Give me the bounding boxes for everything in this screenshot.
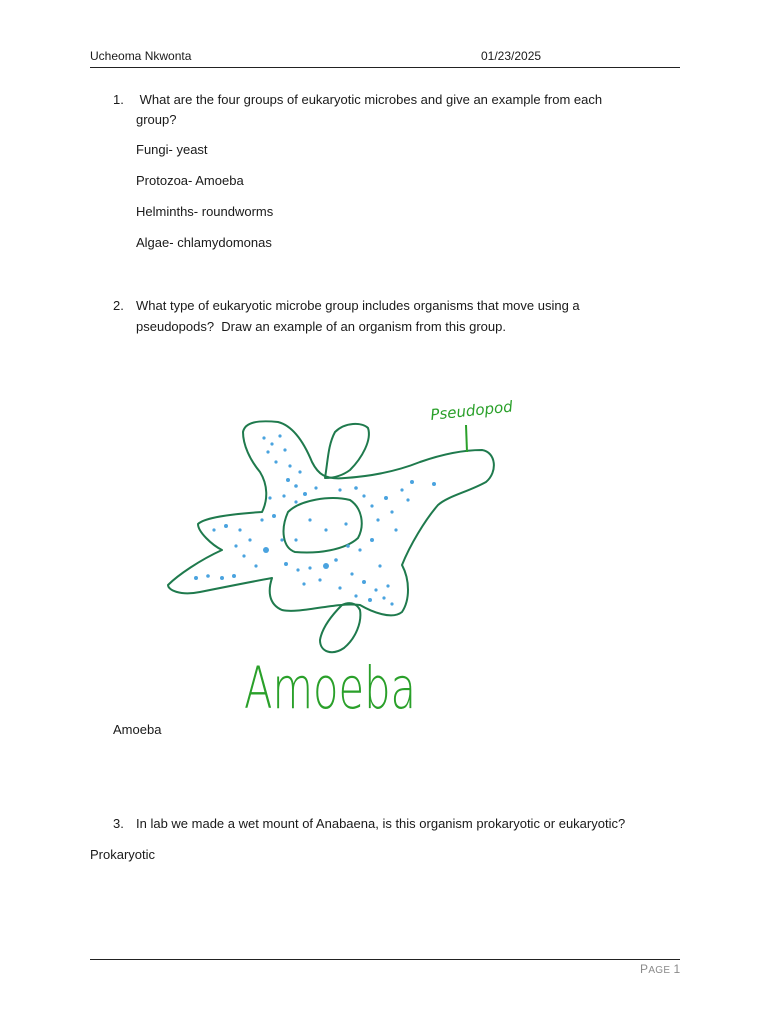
pseudopod-leader-line [466, 425, 467, 452]
q2-text-line1: What type of eukaryotic microbe group includes organisms that move using a [136, 298, 580, 313]
q1-answer-fungi: Fungi- yeast [136, 142, 208, 157]
q1-answer-protozoa: Protozoa- Amoeba [136, 173, 244, 188]
q1-number: 1. [113, 92, 124, 107]
student-name: Ucheoma Nkwonta [90, 49, 192, 63]
page-number-value: 1 [673, 962, 681, 976]
q3-number: 3. [113, 816, 124, 831]
page-number [640, 962, 680, 976]
page-label-initial: P [640, 962, 649, 976]
amoeba-nucleus [284, 498, 362, 552]
amoeba-lower-lobe [320, 603, 360, 652]
q2-text-line2: pseudopods? Draw an example of an organism from this group. [136, 319, 506, 334]
footer-rule [90, 959, 680, 960]
page-label-rest: AGE [648, 965, 671, 976]
amoeba-outline [168, 421, 494, 615]
pseudopod-label: Pseudopod [429, 397, 514, 424]
q2-answer: Amoeba [113, 722, 162, 737]
q1-text-line1: What are the four groups of eukaryotic microbes and give an example from each [136, 92, 603, 107]
amoeba-handwritten-label: Amoeba [244, 654, 416, 722]
amoeba-upper-lobe [325, 424, 369, 478]
q1-text-line2: group? [136, 112, 177, 127]
q1-answer-algae: Algae- chlamydomonas [136, 235, 272, 250]
q2-number: 2. [113, 298, 124, 313]
q1-answer-helminths: Helminths- roundworms [136, 204, 274, 219]
cytoplasm-dots [194, 434, 436, 605]
q3-answer: Prokaryotic [90, 847, 156, 862]
document-date: 01/23/2025 [481, 49, 542, 63]
q3-text: In lab we made a wet mount of Anabaena, is this organism prokaryotic or eukaryotic? [136, 816, 626, 831]
